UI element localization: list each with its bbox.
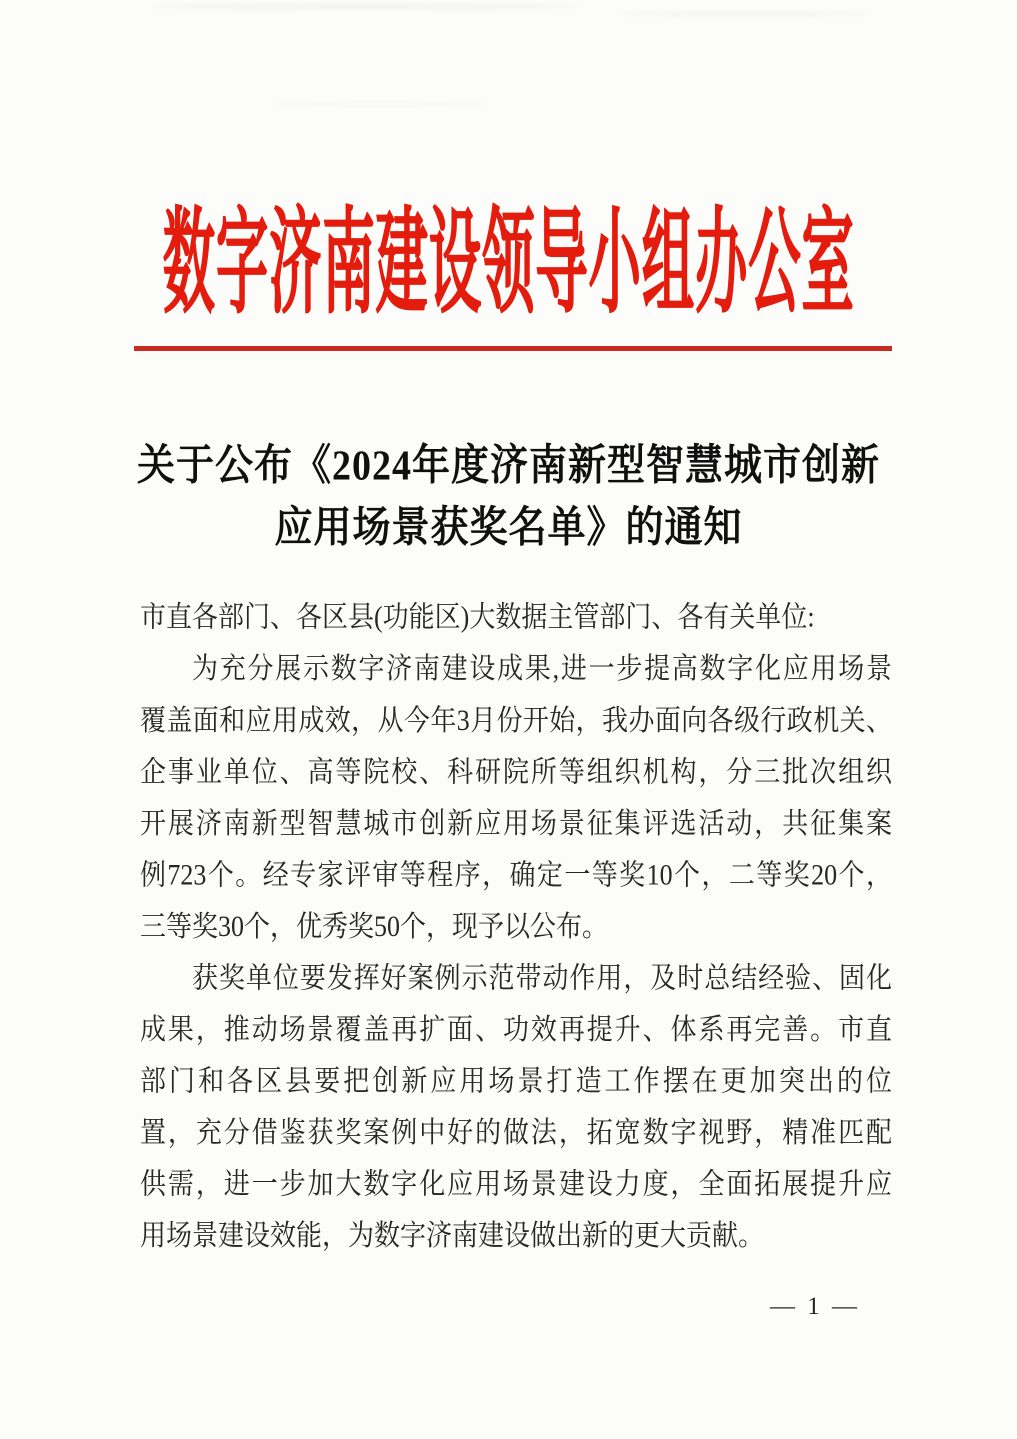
document-title-line1: 关于公布《2024年度济南新型智慧城市创新	[136, 442, 880, 490]
body-line: 覆盖面和应用成效，从今年3月份开始，我办面向各级行政机关、	[140, 704, 892, 737]
body-line: 供需，进一步加大数字化应用场景建设力度，全面拓展提升应	[140, 1167, 892, 1201]
scan-artifact	[270, 102, 490, 106]
body-line: 用场景建设效能，为数字济南建设做出新的更大贡献。	[140, 1219, 765, 1252]
scan-artifact	[620, 12, 870, 16]
body-line: 获奖单位要发挥好案例示范带动作用，及时总结经验、固化	[192, 961, 892, 995]
body-line: 开展济南新型智慧城市创新应用场景征集评选活动，共征集案	[140, 807, 892, 840]
org-name: 数字济南建设领导小组办公室	[162, 200, 855, 327]
body-line: 成果，推动场景覆盖再扩面、功效再提升、体系再完善。市直	[140, 1013, 892, 1046]
page-number: — 1 —	[770, 1293, 860, 1320]
letterhead-divider-line	[134, 346, 892, 351]
body-line: 为充分展示数字济南建设成果,进一步提高数字化应用场景	[192, 652, 892, 685]
body-line: 部门和各区县要把创新应用场景打造工作摆在更加突出的位	[140, 1064, 892, 1098]
body-line: 企事业单位、高等院校、科研院所等组织机构，分三批次组织	[140, 755, 892, 788]
document-body	[140, 592, 892, 1262]
body-line: 置，充分借鉴获奖案例中好的做法，拓宽数字视野，精准匹配	[140, 1116, 892, 1149]
body-line: 三等奖30个，优秀奖50个，现予以公布。	[140, 910, 609, 943]
document-title	[0, 436, 1017, 559]
red-letterhead	[0, 200, 1017, 327]
scan-artifact	[150, 4, 580, 9]
body-line: 例723个。经专家评审等程序，确定一等奖10个，二等奖20个，	[140, 858, 892, 892]
document-title-line2: 应用场景获奖名单》的通知	[274, 504, 743, 552]
salutation-line: 市直各部门、各区县(功能区)大数据主管部门、各有关单位:	[140, 600, 815, 634]
